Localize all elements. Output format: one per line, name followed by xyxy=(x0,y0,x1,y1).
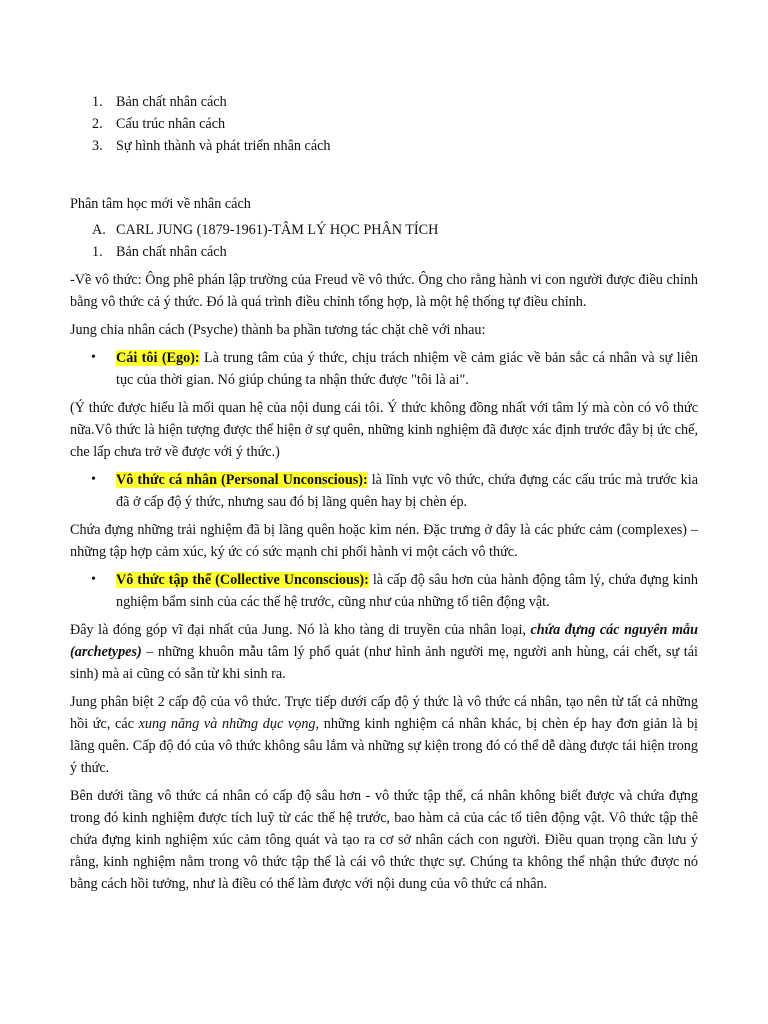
bullet-personal-unconscious xyxy=(70,469,698,513)
paragraph-unconscious: -Về vô thức: Ông phê phán lập trường của Freud về vô thức. Ông cho rằng hành vi con người được điều chỉnh bằng vô thức cả ý thức. Đó là quá trình điều chỉnh tổng hợp, là một hệ thống tự điều chỉnh. xyxy=(70,272,698,310)
emphasis-text: chứa đựng các nguyên mẫu (archetypes) xyxy=(70,622,698,660)
heading-a-number: A. xyxy=(92,222,106,238)
paragraph-archetypes xyxy=(70,619,698,685)
outline-number: 3. xyxy=(92,138,103,154)
bullet-dot: • xyxy=(91,472,96,487)
heading-1-text: Bản chất nhân cách xyxy=(116,244,227,260)
bullet-dot: • xyxy=(91,350,96,365)
text-run: Jung phân biệt 2 cấp độ của vô thức. Trực tiếp dưới cấp độ ý thức là vô thức cá nhân, tạo nên từ tất cả những hồi ức, các xyxy=(70,694,698,732)
section-title: Phân tâm học mới về nhân cách xyxy=(70,196,251,212)
outline-text: Sự hình thành và phát triển nhân cách xyxy=(116,138,331,154)
heading-1-number: 1. xyxy=(92,244,103,260)
heading-1 xyxy=(70,241,698,263)
outline-item xyxy=(70,135,698,157)
bullet-text: là lĩnh vực vô thức, chứa đựng các cấu trúc mà trước kia đã ở cấp độ ý thức, nhưng sau đó bị lãng quên hay bị chèn ép. xyxy=(116,472,698,510)
highlighted-term: Vô thức cá nhân (Personal Unconscious): xyxy=(116,472,368,488)
heading-list xyxy=(70,219,698,263)
outline-item xyxy=(70,113,698,135)
document-body xyxy=(70,91,698,895)
bullet-text: Là trung tâm của ý thức, chịu trách nhiệm về cảm giác về bản sắc cá nhân và sự liên tục của thời gian. Nó giúp chúng ta nhận thức được "tôi là ai". xyxy=(116,350,698,388)
heading-a-text: CARL JUNG (1879-1961)-TÂM LÝ HỌC PHÂN TÍCH xyxy=(116,222,439,238)
paragraph-personal-note: Chứa đựng những trải nghiệm đã bị lãng quên hoặc kìm nén. Đặc trưng ở đây là các phức cảm (complexes) – những tập hợp cảm xúc, ký ức có sức mạnh chi phối hành vi một cách vô thức. xyxy=(70,522,698,560)
outline-number: 2. xyxy=(92,116,103,132)
bullet-dot: • xyxy=(91,572,96,587)
bullet-collective-unconscious xyxy=(70,569,698,613)
bullet-text: là cấp độ sâu hơn của hành động tâm lý, chứa đựng kinh nghiệm bẩm sinh của các thế hệ trước, cũng như của những tổ tiên động vật. xyxy=(116,572,698,610)
text-run: , những kinh nghiệm cá nhân khác, bị chèn ép hay đơn giản là bị lãng quên. Cấp độ đó của vô thức không sâu lắm và những sự kiện trong đó có thể dễ dàng được tái hiện trong ý thức. xyxy=(70,716,698,776)
paragraph-levels xyxy=(70,691,698,779)
paragraph-ego-note: (Ý thức được hiểu là mối quan hệ của nội dung cái tôi. Ý thức không đồng nhất với tâm lý mà còn có vô thức nữa.Vô thức là hiện tượng được thể hiện ở sự quên, những kinh nghiệm đã được xác định trước đây bị ức chế, che lấp chưa trở về được với ý thức.) xyxy=(70,400,698,460)
paragraph-deeper: Bên dưới tầng vô thức cá nhân có cấp độ sâu hơn - vô thức tập thể, cá nhân không biết được và chứa đựng trong đó kinh nghiệm được tích luỹ từ các thế hệ trước, bao hàm cả của các tổ tiên động vật. Vô thức tập thê chứa đựng kinh nghiệm xúc cảm tông quát và tạo ra cơ sở nhân cách con người. Điều quan trọng cần lưu ý rằng, kinh nghiệm nằm trong vô thức tập thể là cái vô thức thực sự. Chúng ta không thể nhận thức được nó bằng cách hồi tưởng, như là điều có thể làm được với nội dung của vô thức cá nhân. xyxy=(70,788,698,892)
italic-text: xung năng và những dục vọng xyxy=(138,716,316,732)
paragraph-psyche: Jung chia nhân cách (Psyche) thành ba phần tương tác chặt chẽ với nhau: xyxy=(70,322,486,338)
highlighted-term: Cái tôi (Ego): xyxy=(116,350,200,366)
text-run: – những khuôn mẫu tâm lý phổ quát (như hình ảnh người mẹ, người anh hùng, cái chết, sự tái sinh) mà ai cũng có sẵn từ khi sinh ra. xyxy=(70,644,698,682)
bullet-ego xyxy=(70,347,698,391)
outline-list xyxy=(70,91,698,157)
outline-item xyxy=(70,91,698,113)
outline-number: 1. xyxy=(92,94,103,110)
highlighted-term: Vô thức tập thể (Collective Unconscious): xyxy=(116,572,369,588)
heading-a xyxy=(70,219,698,241)
outline-text: Bản chất nhân cách xyxy=(116,94,227,110)
text-run: Đây là đóng góp vĩ đại nhất của Jung. Nó là kho tàng di truyền của nhân loại, xyxy=(70,622,531,638)
outline-text: Cấu trúc nhân cách xyxy=(116,116,226,132)
